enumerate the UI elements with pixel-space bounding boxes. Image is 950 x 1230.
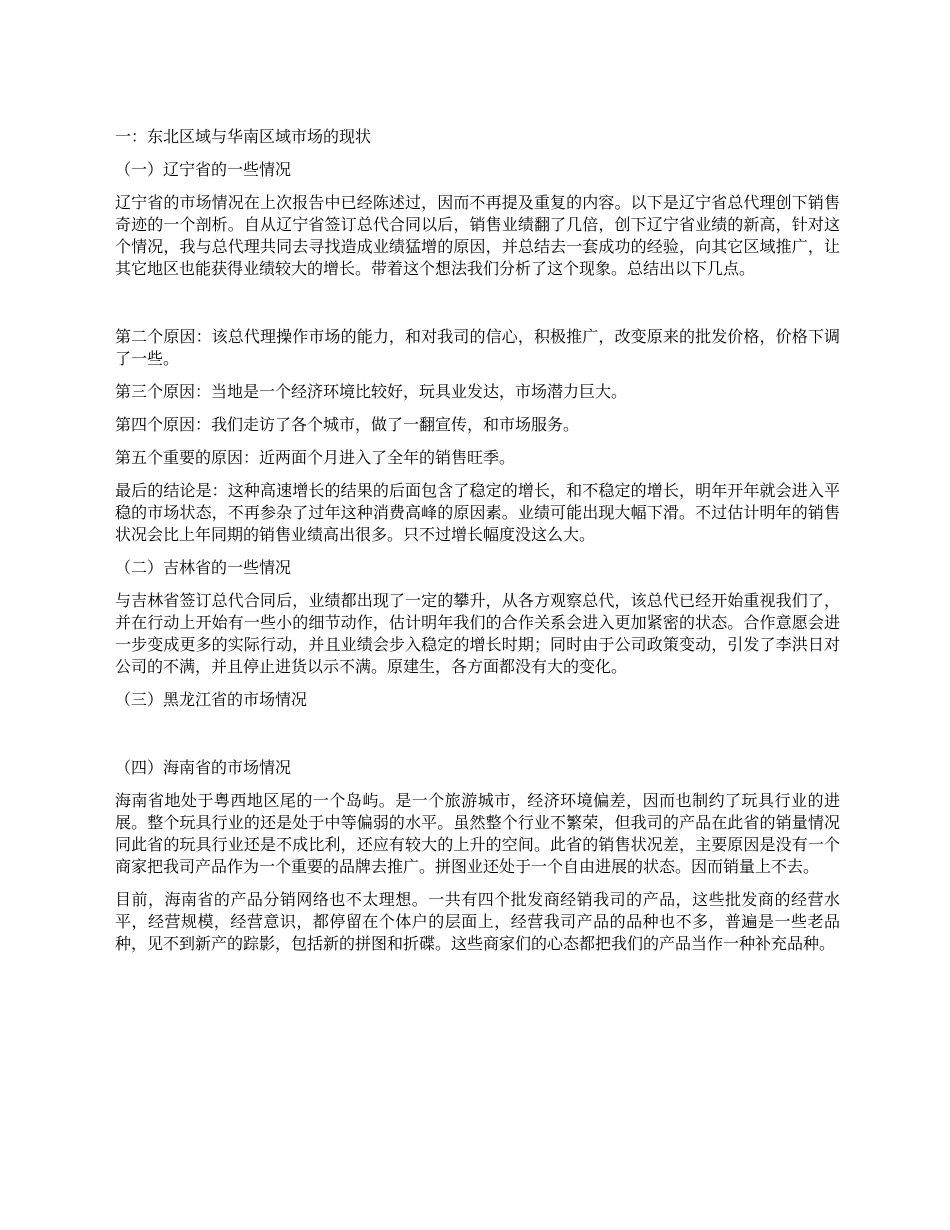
paragraph-jilin: 与吉林省签订总代合同后，业绩都出现了一定的攀升，从各方观察总代，该总代已经开始重视我们了，并在行动上开始有一些小的细节动作，估计明年我们的合作关系会进入更加紧密的状态。合作意愿会进一步变成更多的实际行动，并且业绩会步入稳定的增长时期；同时由于公司政策变动，引发了李洪日对公司的不满，并且停止进货以示不满。原建生，各方面都没有大的变化。 [115, 591, 840, 676]
blank-gap [115, 722, 840, 757]
subsection-heading-jilin: （二）吉林省的一些情况 [115, 558, 292, 577]
paragraph-hainan-1: 海南省地处于粤西地区尾的一个岛屿。是一个旅游城市，经济环境偏差，因而也制约了玩具行业的进展。整个玩具行业的还是处于中等偏弱的水平。虽然整个行业不繁荣，但我司的产品在此省的销量情况同此省的玩具行业还是不成比利，还应有较大的上升的空间。此省的销售状况差，主要原因是没有一个商家把我司产品作为一个重要的品牌去推广。拼图业还处于一个自由进展的状态。因而销量上不去。 [115, 791, 840, 876]
section-title: 一：东北区域与华南区域市场的现状 [115, 127, 372, 146]
subsection-heading-hainan: （四）海南省的市场情况 [115, 758, 292, 777]
subsection-heading-liaoning: （一）辽宁省的一些情况 [115, 160, 292, 179]
document-page [115, 126, 840, 966]
blank-gap [115, 291, 840, 326]
subsection-heading-heilongjiang: （三）黑龙江省的市场情况 [115, 690, 308, 709]
paragraph-hainan-2: 目前，海南省的产品分销网络也不太理想。一共有四个批发商经销我司的产品，这些批发商的经营水平，经营规模，经营意识，都停留在个体户的层面上，经营我司产品的品种也不多，普遍是一些老品种，见不到新产的踪影，包括新的拼图和折碟。这些商家们的心态都把我们的产品当作一种补充品种。 [115, 890, 840, 953]
paragraph-reason-3: 第三个原因：当地是一个经济环境比较好，玩具业发达，市场潜力巨大。 [115, 382, 628, 401]
paragraph-reason-5: 第五个重要的原因：近两面个月进入了全年的销售旺季。 [115, 448, 516, 467]
paragraph-reason-2: 第二个原因：该总代理操作市场的能力，和对我司的信心，积极推广，改变原来的批发价格，价格下调了一些。 [115, 327, 840, 368]
paragraph-liaoning-intro: 辽宁省的市场情况在上次报告中已经陈述过，因而不再提及重复的内容。以下是辽宁省总代理创下销售奇迹的一个剖析。自从辽宁省签订总代合同以后，销售业绩翻了几倍，创下辽宁省业绩的新高，针对这个情况，我与总代理共同去寻找造成业绩猛增的原因，并总结去一套成功的经验，向其它区域推广，让其它地区也能获得业绩较大的增长。带着这个想法我们分析了这个现象。总结出以下几点。 [115, 193, 840, 278]
paragraph-conclusion: 最后的结论是：这种高速增长的结果的后面包含了稳定的增长，和不稳定的增长，明年开年就会进入平稳的市场状态，不再参杂了过年这种消费高峰的原因素。业绩可能出现大幅下滑。不过估计明年的销售状况会比上年同期的销售业绩高出很多。只不过增长幅度没这么大。 [115, 481, 840, 544]
paragraph-reason-4: 第四个原因：我们走访了各个城市，做了一翻宣传，和市场服务。 [115, 415, 580, 434]
